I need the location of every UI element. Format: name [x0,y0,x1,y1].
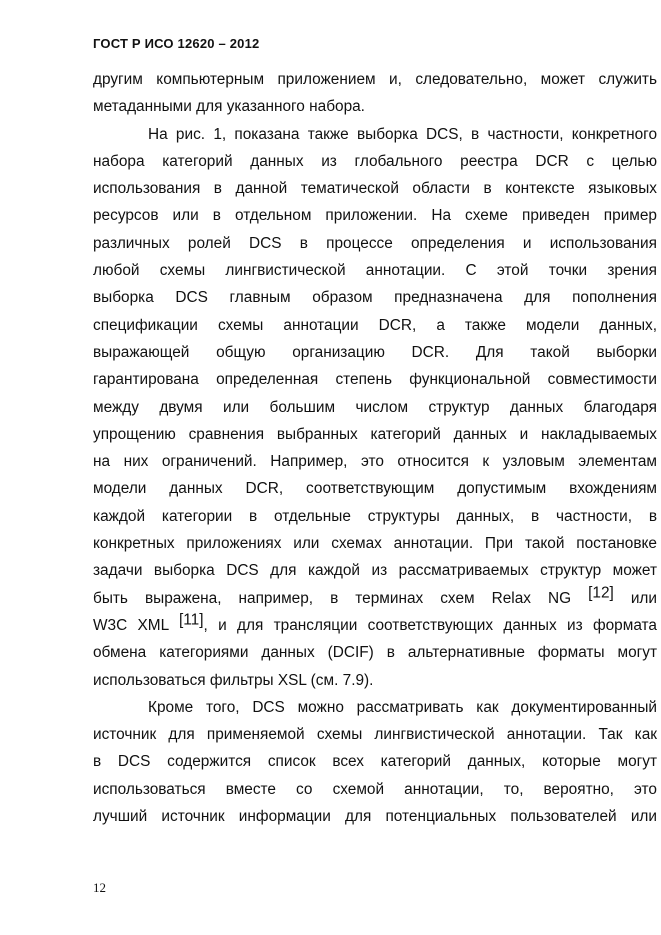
text-line: на них ограничений. Например, это относится к узловым элементам [93,453,657,471]
text-run: , и для трансляции соответствующих данных из формата [203,616,657,634]
text-line: конкретных приложениях или схемах аннотации. При такой постановке [93,535,657,553]
text-line [93,585,657,612]
text-line: различных ролей DCS в процессе определения и использования [93,234,657,252]
text-line: источник для применяемой схемы лингвистической аннотации. Так как [93,726,657,744]
text-line: выборка DCS главным образом предназначена для пополнения [93,289,657,307]
text-line: модели данных DCR, соответствующим допустимым вхождениям [93,480,657,498]
text-line: ресурсов или в отдельном приложении. На схеме приведен пример [93,207,657,225]
text-line: использоваться фильтры XSL (см. 7.9). [93,671,374,689]
text-line: спецификации схемы аннотации DCR, а также модели данных, [93,316,657,334]
text-line: гарантирована определенная степень функциональной совместимости [93,371,657,389]
text-line: обмена категориями данных (DCIF) в альтернативные форматы могут [93,644,657,662]
text-run: или [630,589,657,607]
text-line [93,612,657,639]
reference-12: [12] [588,584,614,602]
text-line: лучший источник информации для потенциальных пользователей или [93,808,657,826]
text-run: W3C XML [93,616,169,634]
text-line: любой схемы лингвистической аннотации. С этой точки зрения [93,262,657,280]
reference-11: [11] [178,611,204,629]
text-line: Кроме того, DCS можно рассматривать как документированный [148,698,657,716]
text-line: метаданными для указанного набора. [93,98,365,116]
document-header: ГОСТ Р ИСО 12620 – 2012 [93,36,260,51]
text-line: каждой категории в отдельные структуры данных, в частности, в [93,507,657,525]
page-number: 12 [93,880,106,895]
body-text [93,66,657,830]
text-line: в DCS содержится список всех категорий данных, которые могут [93,753,657,771]
text-line: выражающей общую организацию DCR. Для такой выборки [93,343,657,361]
text-line: между двумя или большим числом структур данных благодаря [93,398,657,416]
text-line: другим компьютерным приложением и, следовательно, может служить [93,71,657,88]
text-line: задачи выборка DCS для каждой из рассматриваемых структур может [93,562,657,580]
text-line: использоваться вместе со схемой аннотации, то, вероятно, это [93,780,657,798]
text-line: упрощению сравнения выбранных категорий данных и накладываемых [93,425,657,443]
text-run: быть выражена, например, в терминах схем Relax NG [93,589,572,607]
text-line: набора категорий данных из глобального реестра DCR с целью [93,152,657,170]
text-line: использования в данной тематической области в контексте языковых [93,180,657,198]
text-line: На рис. 1, показана также выборка DCS, в частности, конкретного [148,125,657,143]
